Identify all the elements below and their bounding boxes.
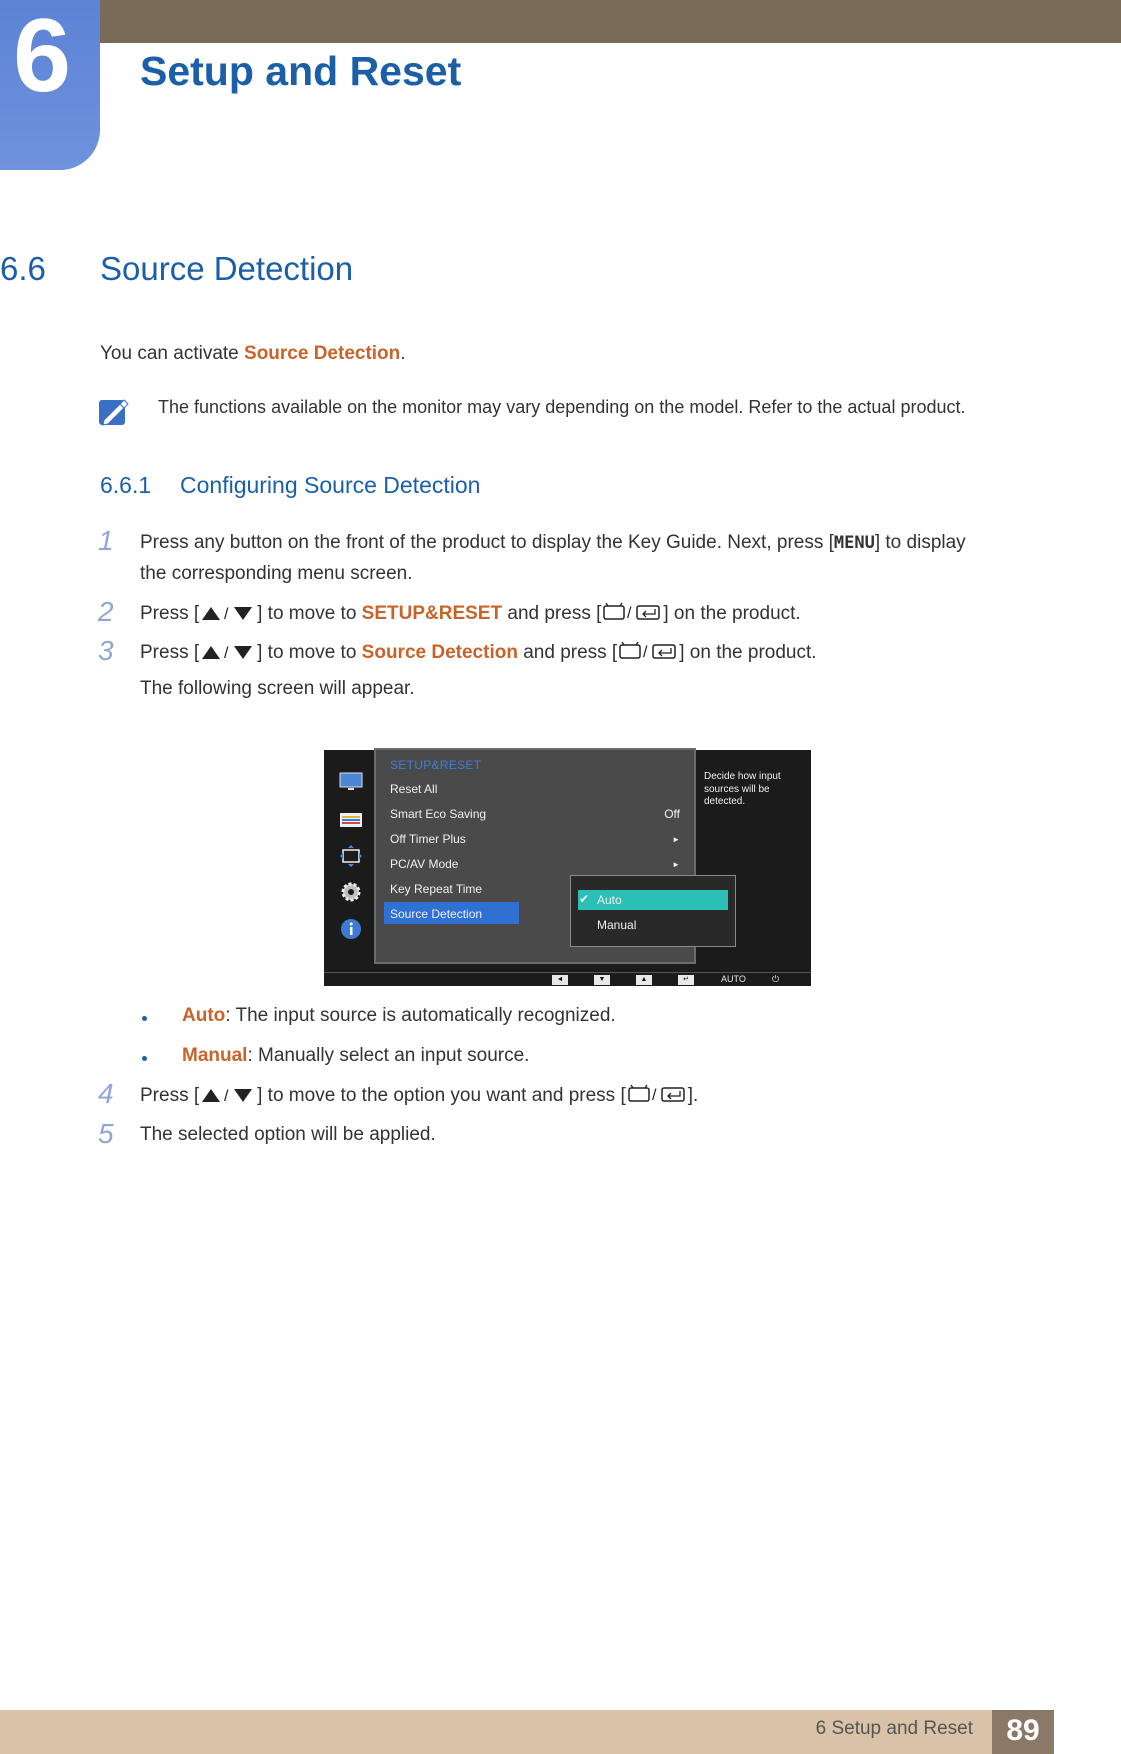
step-3-text-b: ] to move to [257,642,362,663]
step-2-text [140,602,801,626]
intro-paragraph [100,343,406,366]
step-3-line-2: The following screen will appear. [140,678,415,699]
intro-text: You can activate [100,343,245,364]
osd-screen [324,750,811,986]
monitor-icon [339,770,363,794]
source-enter-keys-icon [626,1084,688,1104]
step-number-4: 4 [98,1078,114,1109]
intro-highlight: Source Detection [244,343,401,364]
bullet-auto-term: Auto [182,1005,226,1026]
step-4-text-b: ] to move to the option you want and press [ [257,1085,626,1106]
step-3-text [140,641,817,665]
page-number: 89 [1006,1714,1040,1747]
left-key-icon[interactable]: ◄ [552,975,568,985]
svg-text:/: / [224,645,229,661]
step-3-text-d: ] on the product. [679,642,817,663]
step-1-line-2: the corresponding menu screen. [140,563,413,584]
svg-text:/: / [643,644,648,661]
checkmark-icon: ✔ [579,892,590,906]
bullet-dot [142,1056,147,1061]
osd-item-source-detection[interactable]: Source Detection [390,907,483,921]
step-1-line-1 [140,532,966,555]
osd-item-value-smart-eco-saving: Off [664,807,680,821]
osd-item-pc-av-mode[interactable]: PC/AV Mode [390,857,459,871]
up-down-keys-icon [199,604,257,622]
chevron-right-icon: ► [672,860,680,869]
step-1-text-a: Press any button on the front of the product to display the Key Guide. Next, press [ [140,532,834,553]
step-3-text-c: and press [ [517,642,618,663]
step-2-text-d: ] on the product. [663,603,801,624]
step-2-text-b: ] to move to [257,603,362,624]
info-icon [339,917,363,941]
bullet-auto [182,1005,616,1028]
step-number-3: 3 [98,635,114,666]
osd-item-off-timer-plus[interactable]: Off Timer Plus [390,832,466,846]
step-4-text [140,1084,698,1108]
step-5-text: The selected option will be applied. [140,1124,436,1145]
pencil-note-icon [98,396,130,428]
step-2-text-c: and press [ [502,603,602,624]
power-key-icon[interactable]: ⏻ [772,974,780,984]
bullet-auto-text: : The input source is automatically recognized. [225,1005,616,1026]
osd-item-reset-all[interactable]: Reset All [390,782,438,796]
bullet-manual-term: Manual [182,1045,248,1066]
osd-menu [374,748,696,964]
step-number-1: 1 [98,525,114,556]
up-down-keys-icon [199,1086,257,1104]
bullet-dot [142,1016,147,1021]
step-number-2: 2 [98,596,114,627]
chapter-number: 6 [13,0,71,114]
osd-item-smart-eco-saving[interactable]: Smart Eco Saving [390,807,487,821]
osd-key-guide [324,972,811,986]
bullet-manual [182,1045,529,1068]
gear-icon [339,880,363,904]
enter-key-icon[interactable]: ↵ [678,975,694,985]
intro-suffix: . [400,343,406,364]
step-3-text-a: Press [ [140,642,200,663]
osd-submenu-auto[interactable]: Auto [597,893,622,907]
down-key-icon[interactable]: ▼ [594,975,610,985]
step-2-text-a: Press [ [140,603,200,624]
svg-text:/: / [651,1087,657,1104]
osd-help-text: Decide how input sources will be detected. [704,771,781,807]
source-enter-keys-icon [617,641,679,661]
subsection-number: 6.6.1 [100,472,152,498]
auto-key[interactable]: AUTO [721,974,746,984]
osd-item-key-repeat-time[interactable]: Key Repeat Time [390,882,483,896]
menu-key: MENU [833,533,875,553]
svg-text:/: / [224,1088,229,1104]
chevron-right-icon: ► [672,835,680,844]
step-4-text-c: ]. [687,1085,699,1106]
osd-submenu-manual[interactable]: Manual [597,918,637,932]
osd-submenu [570,875,736,947]
svg-text:/: / [627,605,632,622]
source-enter-keys-icon [601,602,663,622]
step-1-text-b: ] to display [874,532,966,553]
step-number-5: 5 [98,1118,114,1149]
step-3-highlight: Source Detection [361,642,518,663]
osd-menu-title: SETUP&RESET [390,758,482,772]
subsection-title: Configuring Source Detection [180,472,481,498]
step-2-highlight: SETUP&RESET [361,603,503,624]
osd-side-icons [324,750,374,958]
size-position-icon [339,844,363,868]
chapter-title: Setup and Reset [140,48,462,94]
note-text: The functions available on the monitor may vary depending on the model. Refer to the actual product. [158,397,966,417]
up-key-icon[interactable]: ▲ [636,975,652,985]
header-bar [0,0,1121,43]
svg-text:/: / [224,606,229,622]
up-down-keys-icon [199,643,257,661]
color-bars-icon [339,808,363,832]
footer-chapter-label: 6 Setup and Reset [815,1718,973,1739]
section-number: 6.6 [0,250,46,287]
section-title: Source Detection [100,250,354,287]
step-4-text-a: Press [ [140,1085,200,1106]
bullet-manual-text: : Manually select an input source. [247,1045,530,1066]
